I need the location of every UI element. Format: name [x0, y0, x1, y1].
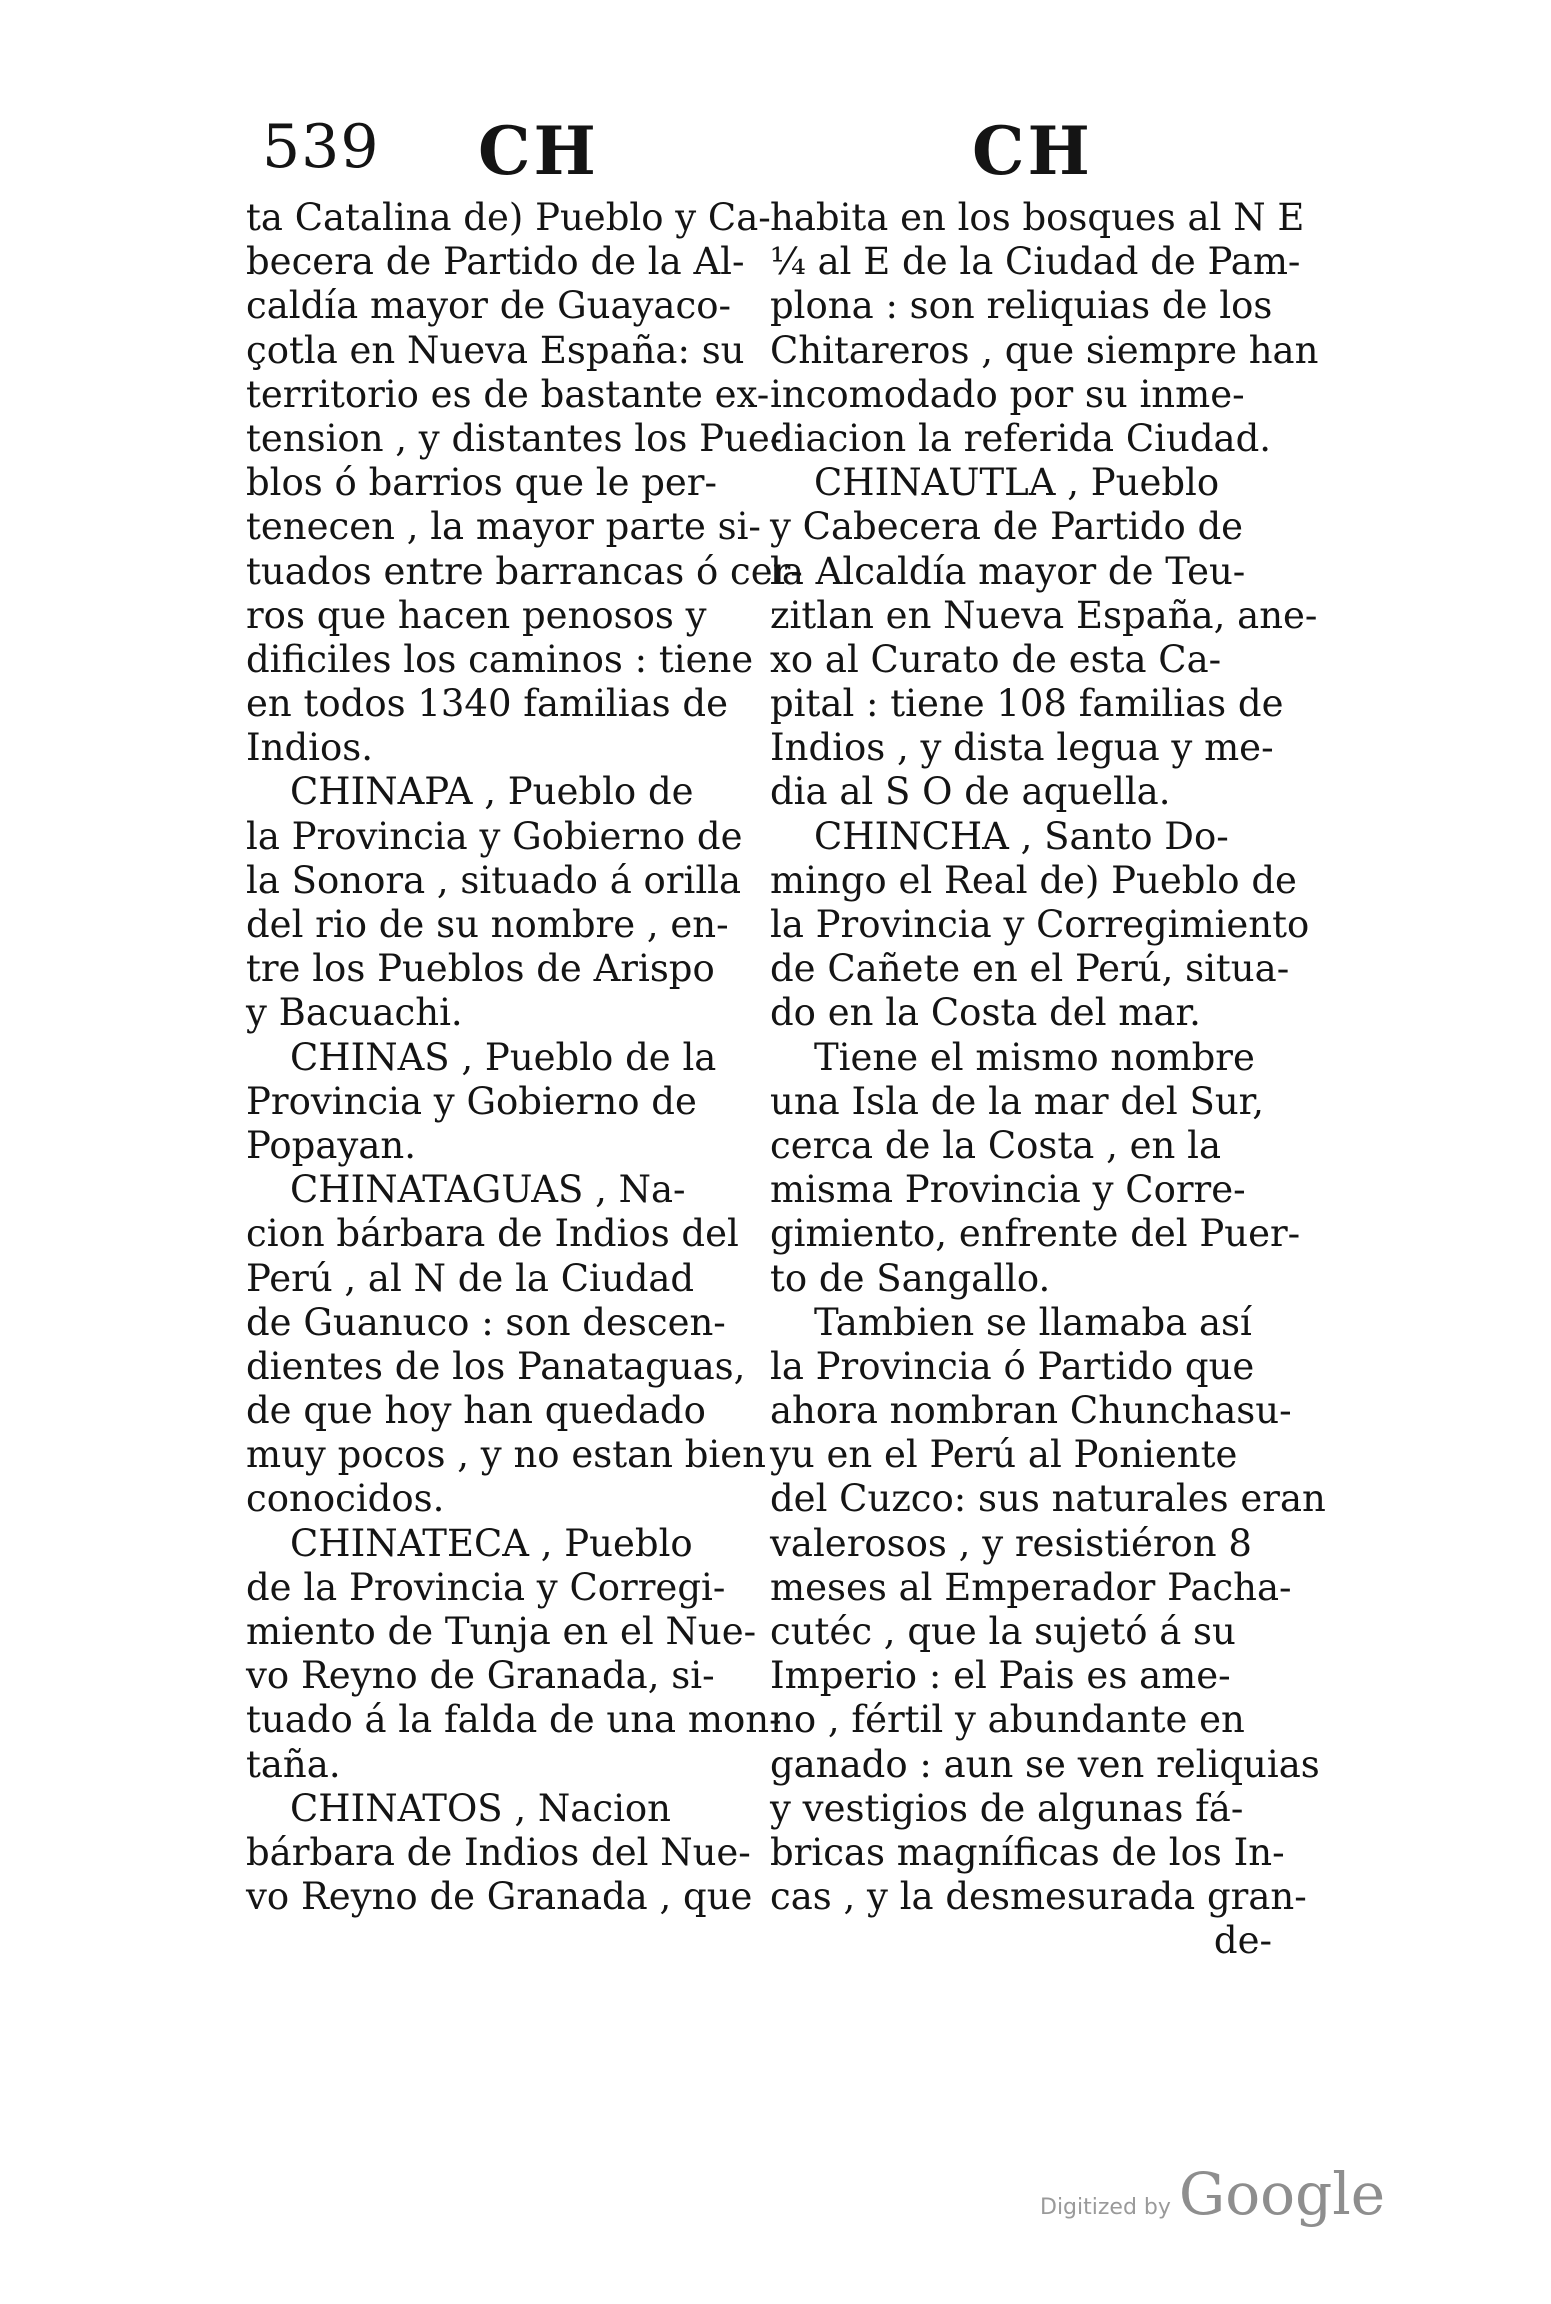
text-line: cion bárbara de Indios del	[246, 1212, 739, 1256]
text-line: cas , y la desmesurada gran-	[770, 1875, 1307, 1919]
catchword: de-	[1213, 1919, 1272, 1963]
text-line: CHINAPA , Pueblo de	[290, 770, 694, 814]
text-line: pital : tiene 108 familias de	[770, 682, 1284, 726]
text-line: gimiento, enfrente del Puer-	[770, 1212, 1301, 1256]
text-line: conocidos.	[246, 1477, 445, 1521]
text-line: cerca de la Costa , en la	[770, 1123, 1222, 1167]
text-line: dientes de los Panataguas,	[246, 1344, 746, 1388]
text-line: taña.	[246, 1742, 341, 1786]
text-line: y Cabecera de Partido de	[770, 505, 1244, 549]
text-line: do en la Costa del mar.	[770, 991, 1201, 1035]
text-line: CHINATAGUAS , Na-	[290, 1168, 686, 1212]
text-line: la Provincia ó Partido que	[770, 1344, 1255, 1388]
text-line: plona : son reliquias de los	[770, 284, 1273, 328]
text-line: del rio de su nombre , en-	[246, 903, 729, 946]
text-line: de Cañete en el Perú, situa-	[770, 947, 1290, 991]
text-line: bárbara de Indios del Nue-	[246, 1830, 751, 1874]
text-line: tenecen , la mayor parte si-	[246, 505, 761, 549]
text-line: becera de Partido de la Al-	[246, 240, 745, 284]
text-line: la Alcaldía mayor de Teu-	[770, 549, 1246, 593]
text-line: tuado á la falda de una mon-	[246, 1698, 782, 1742]
text-line: y Bacuachi.	[246, 991, 463, 1035]
watermark-prefix: Digitized by	[1040, 2195, 1171, 2220]
text-line: cutéc , que la sujetó á su	[770, 1610, 1236, 1653]
text-line: Chitareros , que siempre han	[770, 328, 1319, 372]
text-line: çotla en Nueva España: su	[246, 328, 745, 372]
text-line: Provincia y Gobierno de	[246, 1079, 697, 1123]
text-line: CHINATOS , Nacion	[290, 1786, 672, 1830]
text-line: Tiene el mismo nombre	[814, 1035, 1255, 1079]
text-line: valerosos , y resistiéron 8	[770, 1521, 1252, 1565]
text-line: xo al Curato de esta Ca-	[770, 637, 1222, 681]
text-line: to de Sangallo.	[770, 1256, 1051, 1300]
text-line: bricas magníficas de los In-	[770, 1830, 1285, 1874]
right-column	[770, 196, 1326, 1964]
text-line: vo Reyno de Granada , que	[246, 1875, 753, 1919]
text-line: territorio es de bastante ex-	[246, 372, 770, 416]
text-line: Perú , al N de la Ciudad	[246, 1256, 695, 1300]
text-line: Indios.	[246, 726, 373, 770]
text-line: en todos 1340 familias de	[246, 682, 728, 726]
text-line: tre los Pueblos de Arispo	[246, 947, 715, 991]
text-line: mingo el Real de) Pueblo de	[770, 858, 1297, 902]
google-logo: Google	[1178, 2160, 1386, 2228]
text-line: meses al Emperador Pacha-	[770, 1565, 1292, 1609]
text-line: ahora nombran Chunchasu-	[770, 1389, 1292, 1433]
text-line: ros que hacen penosos y	[246, 593, 707, 637]
text-line: Tambien se llamaba así	[814, 1300, 1252, 1344]
text-line: del Cuzco: sus naturales eran	[770, 1477, 1326, 1521]
text-line: habita en los bosques al N E	[770, 196, 1305, 239]
left-column	[246, 196, 803, 1919]
text-line: muy pocos , y no estan bien	[246, 1433, 766, 1477]
text-line: zitlan en Nueva España, ane-	[770, 593, 1318, 637]
text-line: miento de Tunja en el Nue-	[246, 1610, 757, 1653]
text-line: de Guanuco : son descen-	[246, 1300, 726, 1344]
text-line: no , fértil y abundante en	[770, 1698, 1245, 1742]
text-line: caldía mayor de Guayaco-	[246, 284, 731, 328]
text-line: Imperio : el Pais es ame-	[770, 1654, 1231, 1698]
text-line: de la Provincia y Corregi-	[246, 1565, 726, 1609]
text-line: y vestigios de algunas fá-	[770, 1786, 1244, 1830]
text-line: CHINCHA , Santo Do-	[814, 814, 1229, 858]
text-line: yu en el Perú al Poniente	[770, 1433, 1238, 1477]
text-line: de que hoy han quedado	[246, 1389, 706, 1433]
text-line: vo Reyno de Granada, si-	[246, 1654, 715, 1698]
text-line: ganado : aun se ven reliquias	[770, 1742, 1320, 1786]
text-line: blos ó barrios que le per-	[246, 461, 717, 505]
text-line: misma Provincia y Corre-	[770, 1168, 1246, 1212]
text-line: tuados entre barrancas ó cer-	[246, 549, 803, 593]
text-line: Indios , y dista legua y me-	[770, 726, 1274, 770]
text-line: CHINAS , Pueblo de la	[290, 1035, 717, 1079]
text-line: la Sonora , situado á orilla	[246, 858, 742, 902]
text-line: incomodado por su inme-	[770, 372, 1245, 416]
text-line: la Provincia y Corregimiento	[770, 903, 1310, 946]
text-line: diacion la referida Ciudad.	[770, 416, 1272, 460]
text-line: ¼ al E de la Ciudad de Pam-	[770, 240, 1301, 284]
watermark	[1040, 2160, 1385, 2228]
text-line: CHINAUTLA , Pueblo	[814, 461, 1220, 505]
text-line: dia al S O de aquella.	[770, 770, 1171, 814]
running-head-right: CH	[972, 112, 1093, 190]
text-line: ta Catalina de) Pueblo y Ca-	[246, 196, 771, 239]
text-line: Popayan.	[246, 1123, 416, 1167]
running-head-left: CH	[478, 112, 599, 190]
text-line: la Provincia y Gobierno de	[246, 814, 743, 858]
text-line: dificiles los caminos : tiene	[246, 637, 754, 681]
text-line: tension , y distantes los Pue-	[246, 416, 783, 460]
text-line: CHINATECA , Pueblo	[290, 1521, 693, 1565]
text-line: una Isla de la mar del Sur,	[770, 1079, 1265, 1123]
page-number: 539	[262, 112, 380, 182]
